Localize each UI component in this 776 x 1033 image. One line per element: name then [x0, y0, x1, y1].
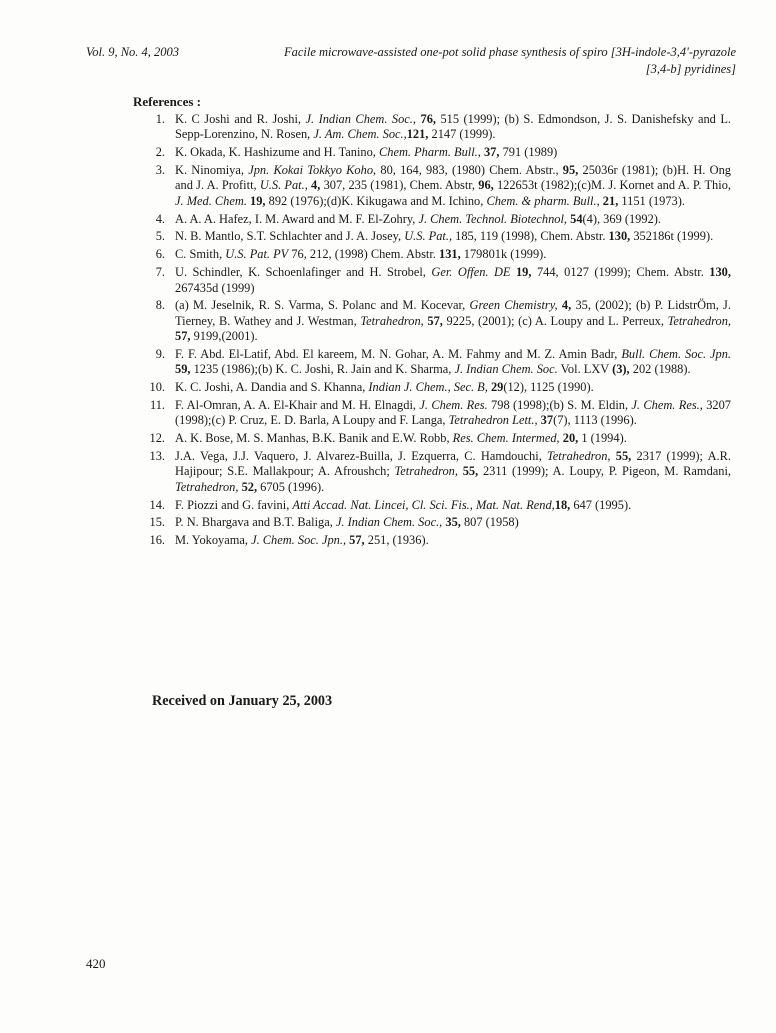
- reference-segment: Vol. LXV: [557, 362, 613, 377]
- reference-text: [175, 112, 731, 141]
- volume-number: 96,: [478, 178, 494, 193]
- reference-segment: 9199,(2001).: [190, 329, 258, 344]
- reference-text: [175, 247, 546, 261]
- reference-segment: 2147 (1999).: [428, 127, 496, 142]
- reference-number: 8.: [155, 298, 165, 313]
- volume-number: 20,: [562, 431, 579, 446]
- reference-text: [175, 212, 661, 226]
- reference-text: [175, 398, 731, 427]
- reference-number: 4.: [155, 211, 165, 226]
- reference-number: 14.: [149, 497, 165, 512]
- reference-item: [133, 163, 731, 209]
- reference-segment: 1151 (1973).: [618, 193, 685, 208]
- journal-name: Chem. Pharm. Bull.,: [379, 145, 481, 160]
- reference-segment: 35, (2002); (b) P. LidstrÖm, J. Tierney, B. Wathey and J. Westman,: [175, 298, 731, 328]
- journal-name: U.S. Pat. PV: [225, 247, 289, 262]
- reference-text: [175, 498, 631, 512]
- reference-segment: 80, 164, 983, (1980) Chem. Abstr.,: [376, 163, 563, 178]
- journal-name: Tetrahedron Lett.,: [448, 413, 538, 428]
- volume-number: 21,: [602, 193, 619, 208]
- reference-number: 3.: [155, 163, 165, 178]
- reference-number: 12.: [149, 431, 165, 446]
- journal-name: Atti Accad. Nat. Lincei, Cl. Sci. Fis., Mat. Nat. Rend,: [292, 497, 555, 512]
- reference-segment: 352186t (1999).: [630, 229, 714, 244]
- references-heading: References :: [133, 94, 201, 109]
- reference-item: [133, 145, 731, 160]
- volume-number: 52,: [241, 479, 258, 494]
- journal-name: Indian J. Chem., Sec. B,: [368, 380, 488, 395]
- journal-name: J. Chem. Res.: [419, 397, 488, 412]
- reference-segment: (12), 1125 (1990).: [503, 380, 594, 395]
- journal-name: J. Chem. Soc. Jpn.,: [251, 533, 347, 548]
- reference-segment: 202 (1988).: [629, 362, 691, 377]
- reference-segment: K. C. Joshi, A. Dandia and S. Khanna,: [175, 380, 369, 395]
- volume-number: 19,: [515, 265, 532, 280]
- reference-number: 9.: [155, 346, 165, 361]
- reference-number: 2.: [155, 145, 165, 160]
- journal-name: J. Am. Chem. Soc.,: [313, 127, 407, 142]
- reference-item: [133, 247, 731, 262]
- reference-segment: 3207 (1998);(c) P. Cruz, E. D. Barla, A Loupy and F. Langa,: [175, 397, 731, 428]
- reference-segment: 647 (1995).: [570, 497, 632, 512]
- volume-number: 18,: [554, 497, 571, 512]
- journal-name: Tetrahedron,: [667, 313, 732, 328]
- volume-number: 76,: [420, 112, 436, 126]
- volume-number: 4,: [561, 298, 572, 313]
- volume-number: 121,: [406, 127, 429, 142]
- volume-number: 57,: [427, 313, 443, 328]
- journal-name: J. Med. Chem.: [175, 193, 247, 208]
- reference-item: [133, 449, 731, 495]
- journal-name: J. Chem. Technol. Biotechnol,: [418, 211, 568, 226]
- reference-number: 16.: [149, 533, 165, 548]
- journal-name: Tetrahedron,: [175, 479, 239, 494]
- volume-number: 37,: [483, 145, 500, 160]
- volume-number: 29: [490, 380, 504, 395]
- reference-item: [133, 347, 731, 378]
- reference-segment: 1235 (1986);(b) K. C. Joshi, R. Jain and K. Sharma,: [190, 362, 455, 377]
- reference-item: [133, 212, 731, 227]
- reference-number: 11.: [149, 397, 165, 412]
- journal-name: J. Chem. Res.,: [631, 397, 703, 412]
- journal-name: Chem. & pharm. Bull.,: [486, 193, 600, 208]
- volume-number: 130,: [709, 265, 731, 280]
- journal-name: J. Indian Chem. Soc.: [454, 362, 558, 377]
- journal-name: U.S. Pat.,: [404, 229, 453, 244]
- reference-segment: ,: [412, 112, 421, 126]
- reference-segment: 807 (1958): [460, 515, 519, 530]
- reference-segment: J.A. Vega, J.J. Vaquero, J. Alvarez-Builla, J. Ezquerra, C. Hamdouchi,: [175, 449, 548, 464]
- reference-segment: 122653t (1982);(c)M. J. Kornet and A. P. Thio,: [493, 178, 731, 193]
- reference-item: [133, 112, 731, 143]
- reference-segment: (a) M. Jeselnik, R. S. Varma, S. Polanc and M. Kocevar,: [175, 298, 470, 313]
- journal-name: Res. Chem. Intermed,: [452, 431, 560, 446]
- journal-name: Bull. Chem. Soc. Jpn.: [621, 346, 731, 361]
- journal-issue: Vol. 9, No. 4, 2003: [86, 45, 180, 59]
- journal-name: Green Chemistry,: [469, 298, 558, 313]
- volume-number: 35,: [445, 515, 461, 530]
- reference-number: 13.: [149, 449, 165, 464]
- received-date: Received on January 25, 2003: [152, 693, 333, 709]
- reference-segment: K. Okada, K. Hashizume and H. Tanino,: [175, 145, 379, 160]
- reference-item: [133, 380, 731, 395]
- journal-name: J. Indian Chem. Soc.,: [335, 515, 443, 530]
- reference-segment: 76, 212, (1998) Chem. Abstr.: [288, 247, 439, 262]
- reference-segment: 185, 119 (1998), Chem. Abstr.: [452, 229, 609, 244]
- reference-segment: 179801k (1999).: [460, 247, 547, 262]
- journal-name: Ger. Offen. DE: [431, 265, 511, 280]
- reference-text: [175, 163, 731, 208]
- journal-name: Tetrahedron,: [360, 313, 424, 328]
- reference-item: [133, 298, 731, 344]
- article-title-line2: [3,4-b] pyridines]: [645, 62, 736, 76]
- reference-segment: N. B. Mantlo, S.T. Schlachter and J. A. Josey,: [175, 229, 405, 244]
- reference-item: [133, 431, 731, 446]
- reference-text: [175, 515, 519, 529]
- reference-text: [175, 265, 731, 294]
- reference-segment: 2311 (1999); A. Loupy, P. Pigeon, M. Ramdani,: [478, 464, 731, 479]
- reference-number: 5.: [155, 229, 165, 244]
- article-title: [246, 44, 736, 78]
- page-number: 420: [86, 956, 106, 971]
- reference-number: 15.: [149, 515, 165, 530]
- volume-number: 4,: [311, 178, 321, 193]
- reference-text: [175, 449, 731, 494]
- reference-segment: F. Piozzi and G. favini,: [175, 497, 293, 512]
- reference-segment: 267435d (1999): [175, 280, 255, 295]
- reference-number: 7.: [155, 265, 165, 280]
- reference-segment: 9225, (2001); (c) A. Loupy and L. Perreux,: [442, 313, 668, 328]
- reference-item: [133, 498, 731, 513]
- volume-number: 55,: [615, 449, 632, 464]
- volume-number: (3),: [612, 362, 630, 377]
- reference-segment: (4), 369 (1992).: [582, 211, 661, 226]
- reference-item: [133, 229, 731, 244]
- reference-text: [175, 229, 713, 243]
- volume-number: 19,: [250, 193, 266, 208]
- reference-item: [133, 515, 731, 530]
- journal-name: Jpn. Kokai Tokkyo Koho,: [248, 163, 377, 178]
- reference-text: [175, 347, 731, 376]
- volume-number: 55,: [462, 464, 479, 479]
- reference-segment: 251, (1936).: [364, 533, 429, 548]
- reference-segment: 307, 235 (1981), Chem. Abstr,: [320, 178, 479, 193]
- journal-name: J. Indian Chem. Soc.: [305, 112, 413, 126]
- reference-segment: 515 (1999); (b) S. Edmondson, J. S. Danishefsky and L. Sepp-Lorenzino, N. Rosen,: [175, 112, 732, 142]
- reference-segment: A. A. A. Hafez, I. M. Award and M. F. El-Zohry,: [175, 211, 419, 226]
- reference-segment: 25036r (1981); (b)H. H. Ong and J. A. Profitt,: [175, 163, 731, 193]
- volume-number: 37: [540, 413, 554, 428]
- reference-segment: K. C Joshi and R. Joshi,: [175, 112, 306, 126]
- reference-segment: 798 (1998);(b) S. M. Eldin,: [487, 397, 632, 412]
- reference-number: 6.: [155, 247, 165, 262]
- reference-number: 10.: [149, 380, 165, 395]
- article-title-line1: Facile microwave-assisted one-pot solid phase synthesis of spiro [3H-indole-3,4'-pyrazole: [283, 45, 736, 59]
- reference-item: [133, 265, 731, 296]
- reference-segment: 1 (1994).: [578, 431, 627, 446]
- volume-number: 57,: [349, 533, 365, 548]
- reference-segment: M. Yokoyama,: [175, 533, 252, 548]
- volume-number: 95,: [562, 163, 579, 178]
- reference-list: [133, 112, 731, 551]
- reference-text: [175, 298, 731, 343]
- reference-segment: 791 (1989): [499, 145, 558, 160]
- volume-number: 57,: [175, 329, 191, 344]
- reference-segment: 2317 (1999); A.R. Hajipour; S.E. Mallakpour; A. Afroushch;: [175, 449, 731, 479]
- reference-text: [175, 431, 627, 445]
- reference-item: [133, 398, 731, 429]
- reference-segment: K. Ninomiya,: [175, 163, 249, 178]
- reference-segment: (7), 1113 (1996).: [553, 413, 637, 428]
- reference-segment: 892 (1976);(d)K. Kikugawa and M. Ichino,: [265, 193, 487, 208]
- reference-segment: U. Schindler, K. Schoenlafinger and H. Strobel,: [175, 265, 432, 280]
- reference-item: [133, 533, 731, 548]
- volume-number: 59,: [175, 362, 191, 377]
- reference-segment: A. K. Bose, M. S. Manhas, B.K. Banik and E.W. Robb,: [175, 431, 453, 446]
- reference-text: [175, 380, 594, 394]
- volume-number: 131,: [439, 247, 461, 262]
- reference-text: [175, 533, 429, 547]
- reference-segment: 6705 (1996).: [257, 479, 325, 494]
- journal-name: Tetrahedron,: [547, 449, 611, 464]
- journal-name: Tetrahedron,: [394, 464, 458, 479]
- reference-segment: P. N. Bhargava and B.T. Baliga,: [175, 515, 336, 530]
- volume-number: 54: [570, 211, 583, 226]
- volume-number: 130,: [608, 229, 631, 244]
- reference-segment: F. Al-Omran, A. A. El-Khair and M. H. Elnagdi,: [175, 397, 420, 412]
- reference-text: [175, 145, 557, 159]
- journal-name: U.S. Pat.,: [259, 178, 308, 193]
- reference-segment: C. Smith,: [175, 247, 226, 262]
- reference-segment: 744, 0127 (1999); Chem. Abstr.: [531, 265, 710, 280]
- reference-number: 1.: [155, 112, 165, 126]
- reference-segment: F. F. Abd. El-Latif, Abd. El kareem, M. N. Gohar, A. M. Fahmy and M. Z. Amin Badr,: [175, 346, 622, 361]
